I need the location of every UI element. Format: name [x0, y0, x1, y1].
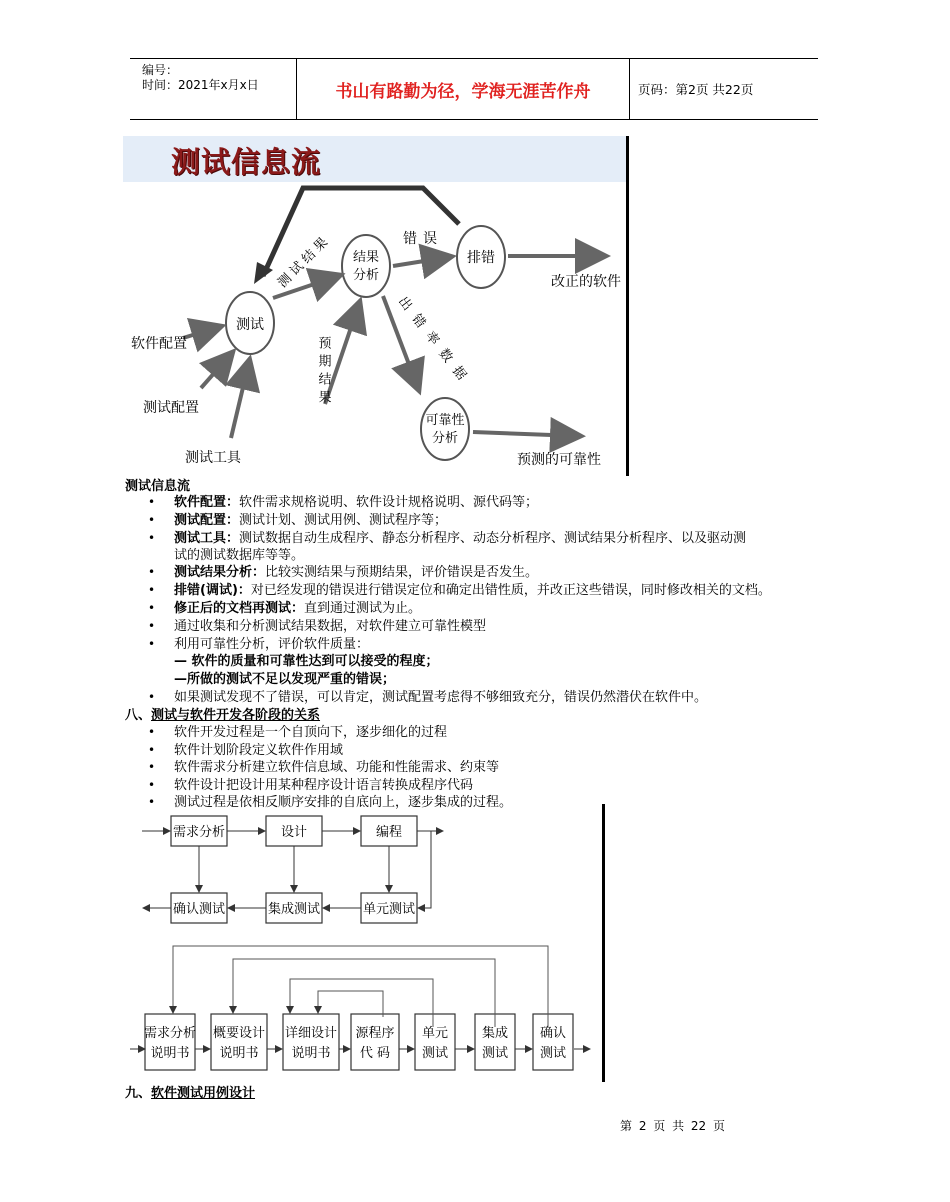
flow-list-item	[174, 530, 746, 548]
test-results-label: 测试结果	[275, 232, 334, 291]
flow-item-term: 测试配置：	[174, 513, 240, 528]
page-header	[130, 58, 818, 120]
doc-box-label: 需求分析	[143, 1026, 197, 1041]
flow-list-item	[174, 689, 707, 707]
result-analysis-label-2: 分析	[352, 268, 380, 283]
design-label: 设计	[280, 825, 308, 840]
flow-list-item	[174, 653, 439, 671]
diagram-title: 测试信息流	[171, 145, 322, 179]
section8-list-item: 软件设计把设计用某种程序设计语言转换成程序代码	[174, 777, 474, 793]
reliability-analysis-node	[421, 398, 469, 460]
header-page-number: 页码：第2页 共22页	[638, 82, 754, 97]
expected-results-label: 预期结果	[315, 336, 331, 408]
error-label: 错误	[403, 231, 443, 247]
bullet-marker: •	[148, 690, 156, 704]
testing-vs-development-diagram	[128, 804, 608, 1084]
arrow-reliability-to-prediction	[473, 432, 578, 436]
doc-box-label: 测试	[539, 1046, 567, 1061]
flow-item-text: 试的测试数据库等等。	[174, 548, 305, 563]
doc-box-label: 源程序	[355, 1026, 395, 1041]
reliability-label-1: 可靠性	[425, 413, 465, 428]
flow-item-text: 比较实测结果与预期结果，评价错误是否发生。	[265, 565, 539, 580]
section9-title: 软件测试用例设计	[151, 1086, 256, 1101]
flow-item-text: 如果测试发现不了错误，可以肯定，测试配置考虑得不够细致充分，错误仍然潜伏在软件中。	[174, 690, 708, 705]
doc-box-label: 说明书	[150, 1046, 190, 1061]
doc-box	[351, 1014, 399, 1070]
coding-label: 编程	[375, 825, 403, 840]
test-information-flow-diagram	[123, 136, 629, 476]
section8-heading	[125, 707, 320, 725]
flow-list-item	[174, 618, 486, 636]
doc-box-label: 集成	[481, 1026, 509, 1041]
doc-box	[533, 1014, 573, 1070]
doc-box-label: 代 码	[359, 1046, 391, 1061]
flow-list-item	[174, 512, 447, 530]
section8-title: 测试与软件开发各阶段的关系	[151, 708, 321, 723]
flow-list-item	[174, 600, 421, 618]
acceptance-test-label: 确认测试	[172, 902, 226, 917]
arrow-coding-to-unit	[418, 831, 431, 908]
bullet-marker: •	[148, 565, 156, 579]
flow-list-item	[174, 636, 369, 654]
requirements-label: 需求分析	[172, 825, 226, 840]
doc-box-label: 测试	[481, 1046, 509, 1061]
header-meta	[130, 59, 296, 119]
flow-item-term: 修正后的文档再测试：	[174, 601, 305, 616]
bullet-marker: •	[148, 619, 156, 633]
doc-box	[211, 1014, 267, 1070]
reliability-label-2: 分析	[431, 431, 459, 446]
section8-list-item: 软件需求分析建立软件信息域、功能和性能需求、约束等	[174, 760, 500, 775]
doc-box-label: 说明书	[219, 1046, 259, 1061]
bullet-marker: •	[148, 601, 156, 615]
flow-item-term: —所做的测试不足以发现严重的错误；	[174, 672, 396, 687]
bullet-marker: •	[148, 513, 156, 527]
section9-prefix: 九、	[125, 1086, 152, 1101]
loop-code-to-detailed	[318, 991, 383, 1017]
doc-box	[283, 1014, 339, 1070]
integration-test-label: 集成测试	[267, 902, 321, 917]
flow-list-item	[174, 582, 771, 600]
debug-node-label: 排错	[467, 250, 495, 266]
bullet-marker: •	[148, 531, 156, 545]
bullet-marker: •	[148, 725, 156, 739]
page-footer: 第 2 页 共 22 页	[620, 1119, 725, 1133]
flow-item-term: — 软件的质量和可靠性达到可以接受的程度；	[174, 654, 439, 669]
flow-item-text: 通过收集和分析测试结果数据，对软件建立可靠性模型	[174, 619, 487, 634]
doc-box-label: 确认	[539, 1026, 567, 1041]
bullet-marker: •	[148, 760, 156, 774]
flow-list-item	[174, 547, 304, 565]
doc-box	[145, 1014, 195, 1070]
error-rate-data-label: 出错率数据	[394, 294, 475, 391]
flow-list-item	[174, 494, 538, 512]
test-tools-label: 测试工具	[185, 450, 241, 466]
section8-list-item: 软件开发过程是一个自顶向下，逐步细化的过程	[174, 725, 448, 740]
bullet-marker: •	[148, 495, 156, 509]
stage-diagram-svg	[128, 804, 600, 1084]
doc-box-label: 概要设计	[212, 1026, 266, 1041]
corrected-software-label: 改正的软件	[551, 274, 621, 290]
arrow-testtools-to-test	[231, 362, 249, 438]
flow-item-term: 软件配置：	[174, 495, 240, 510]
flow-diagram-svg	[123, 136, 626, 476]
result-analysis-node	[342, 235, 390, 297]
flow-item-text: 测试计划、测试用例、测试程序等；	[239, 513, 448, 528]
doc-box	[415, 1014, 455, 1070]
figure-border-line	[626, 136, 629, 476]
doc-box-label: 详细设计	[284, 1026, 338, 1041]
software-config-label: 软件配置	[131, 336, 187, 352]
arrow-analysis-to-debug	[393, 257, 449, 266]
flow-item-text: 直到通过测试为止。	[304, 601, 422, 616]
doc-box-label: 测试	[421, 1046, 449, 1061]
bullet-marker: •	[148, 742, 156, 757]
time-label: 时间：2021年x月x日	[142, 78, 259, 92]
test-config-label: 测试配置	[143, 400, 199, 416]
doc-box-label: 单元	[421, 1026, 449, 1041]
header-motto: 书山有路勤为径，学海无涯苦作舟	[296, 59, 630, 119]
section8-list-item: 软件计划阶段定义软件作用域	[174, 742, 344, 758]
number-label: 编号：	[142, 63, 179, 77]
test-node-label: 测试	[236, 317, 264, 333]
bullet-marker: •	[148, 777, 156, 792]
flow-section-title: 测试信息流	[125, 479, 191, 494]
flow-item-text: 软件需求规格说明、软件设计规格说明、源代码等；	[239, 495, 539, 510]
flow-item-term: 排错(调试)：	[174, 583, 251, 598]
flow-item-term: 测试工具：	[174, 531, 240, 546]
bullet-marker: •	[148, 583, 156, 597]
flow-item-text: 测试数据自动生成程序、静态分析程序、动态分析程序、测试结果分析程序、以及驱动测	[239, 531, 747, 546]
flow-list-item	[174, 671, 395, 689]
arrow-testconfig-to-test	[201, 354, 231, 388]
flow-item-text: 利用可靠性分析，评价软件质量：	[174, 637, 370, 652]
predicted-reliability-label: 预测的可靠性	[517, 452, 601, 468]
section9-heading	[125, 1085, 255, 1103]
arrow-softwareconfig-to-test	[183, 327, 219, 338]
flow-item-text: 对已经发现的错误进行错误定位和确定出错性质，并改正这些错误，同时修改相关的文档。	[250, 583, 771, 598]
bullet-marker: •	[148, 795, 156, 809]
doc-box-label: 说明书	[291, 1046, 331, 1061]
section8-prefix: 八、	[125, 708, 152, 723]
flow-list-item	[174, 564, 538, 582]
document-chain	[144, 1014, 573, 1070]
flow-item-term: 测试结果分析：	[174, 565, 266, 580]
result-analysis-label-1: 结果	[352, 250, 380, 265]
section8-list-item: 测试过程是依相反顺序安排的自底向上，逐步集成的过程。	[174, 795, 513, 810]
figure2-border-line	[602, 804, 605, 1082]
bullet-marker: •	[148, 637, 156, 651]
unit-test-label: 单元测试	[362, 902, 416, 917]
